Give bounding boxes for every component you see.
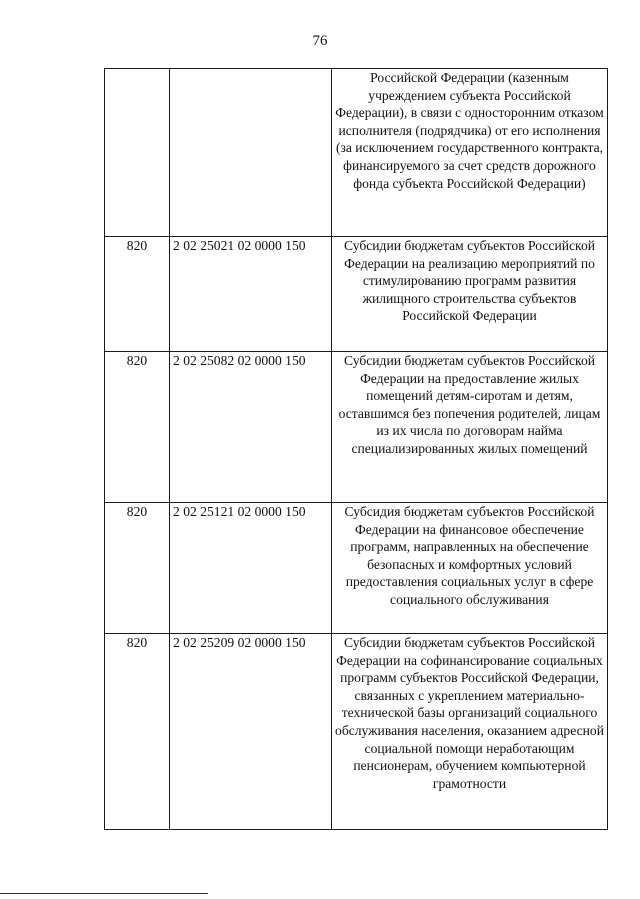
admin-code-cell: 820 bbox=[105, 634, 170, 830]
classification-code-cell: 2 02 25209 02 0000 150 bbox=[170, 634, 332, 830]
description-cell: Субсидии бюджетам субъектов Российской Федерации на предоставление жилых помещений детям-сиротам и детям, оставшимся без попечения родителей, лицам из их числа по договорам найма специализированных жилых помещений bbox=[332, 352, 608, 503]
table-row bbox=[105, 237, 608, 352]
description-cell: Субсидии бюджетам субъектов Российской Федерации на реализацию мероприятий по стимулированию программ развития жилищного строительства субъектов Российской Федерации bbox=[332, 237, 608, 352]
table-row bbox=[105, 634, 608, 830]
budget-classification-table bbox=[104, 68, 608, 830]
admin-code-cell bbox=[105, 69, 170, 237]
admin-code-cell: 820 bbox=[105, 237, 170, 352]
description-cell: Субсидии бюджетам субъектов Российской Федерации на софинансирование социальных программ субъектов Российской Федерации, связанных с укреплением материально-технической базы организаций социального обслуживания населения, оказанием адресной социальной помощи неработающим пенсионерам, обучением компьютерной грамотности bbox=[332, 634, 608, 830]
admin-code-cell: 820 bbox=[105, 352, 170, 503]
description-cell: Российской Федерации (казенным учреждением субъекта Российской Федерации), в связи с односторонним отказом исполнителя (подрядчика) от его исполнения (за исключением государственного контракта, финансируемого за счет средств дорожного фонда субъекта Российской Федерации) bbox=[332, 69, 608, 237]
page-number: 76 bbox=[312, 33, 328, 49]
admin-code-cell: 820 bbox=[105, 503, 170, 634]
classification-code-cell bbox=[170, 69, 332, 237]
footer-divider bbox=[0, 893, 208, 894]
table-row bbox=[105, 352, 608, 503]
description-cell: Субсидия бюджетам субъектов Российской Федерации на финансовое обеспечение программ, направленных на обеспечение безопасных и комфортных условий предоставления социальных услуг в сфере социального обслуживания bbox=[332, 503, 608, 634]
classification-code-cell: 2 02 25021 02 0000 150 bbox=[170, 237, 332, 352]
table-row bbox=[105, 69, 608, 237]
classification-code-cell: 2 02 25121 02 0000 150 bbox=[170, 503, 332, 634]
table-row bbox=[105, 503, 608, 634]
classification-code-cell: 2 02 25082 02 0000 150 bbox=[170, 352, 332, 503]
